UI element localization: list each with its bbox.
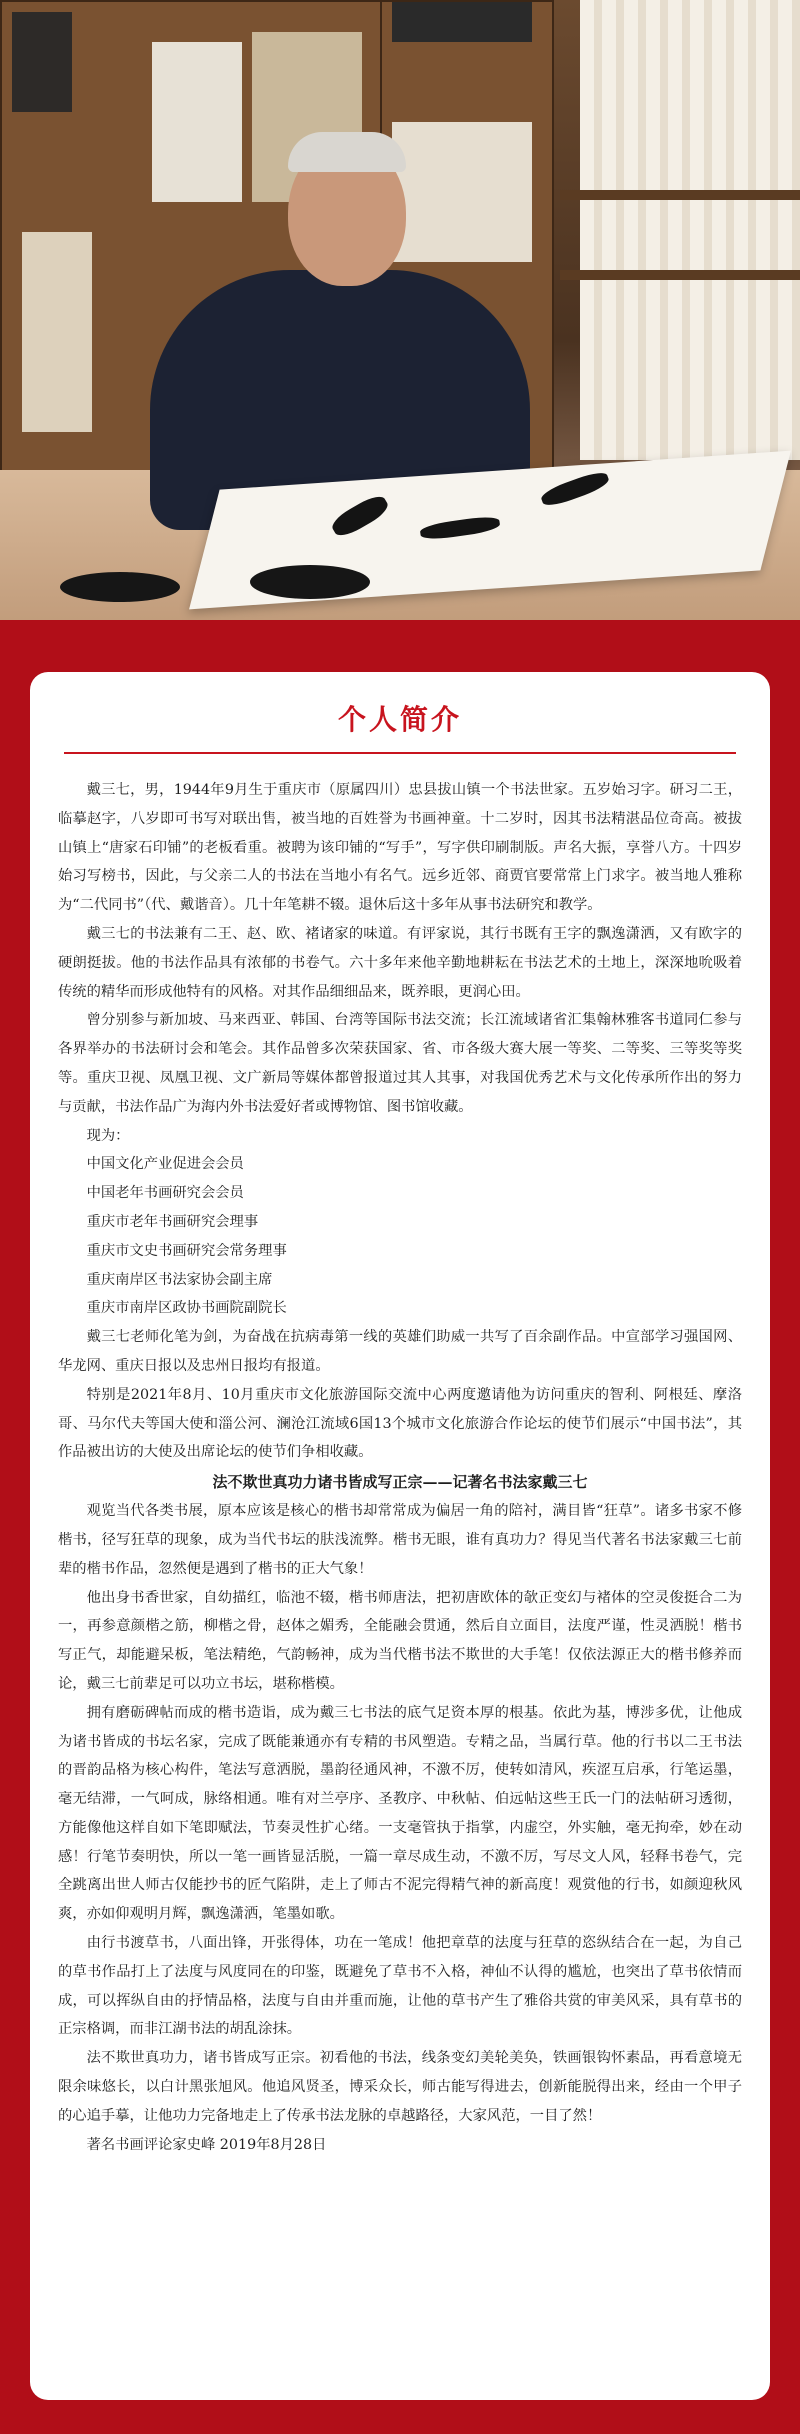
positions-intro: 现为： [86,1127,130,1144]
position-item: 中国老年书画研究会会员 [86,1185,244,1202]
article-heading: 法不欺世真功力诸书皆成写正宗——记著名书法家戴三七 [212,1473,588,1492]
article-paragraph: 由行书渡草书，八面出锋，开张得体，功在一笔成！他把章草的法度与狂草的恣纵结合在一起，为自己的草书作品打上了法度与风度同在的印鉴，既避免了草书不入格，神仙不认得的尴尬，也突出了草书依情而成，可以挥纵自由的抒情品格，法度与自由并重而施，让他的草书产生了雅俗共赏的审美风采，具有草书的正宗格调，而非江湖书法的胡乱涂抹。 [58,1935,742,2038]
position-item: 中国文化产业促进会会员 [86,1156,244,1173]
article-paragraph: 法不欺世真功力，诸书皆成写正宗。初看他的书法，线条变幻美轮美奂，铁画银钩怀素品，再看意境无限余味悠长，以白计黑张旭风。他追风贤圣，博采众长，师古能写得进去，创新能脱得出来，经由一个甲子的心追手摹，让他功力完备地走上了传承书法龙脉的卓越路径，大家风范，一目了然！ [58,2050,742,2124]
bio-card [30,672,770,2400]
title-divider [64,752,736,754]
signature: 著名书画评论家史峰 2019年8月28日 [86,2136,327,2153]
position-item: 重庆市南岸区政协书画院副院长 [86,1300,287,1317]
calligrapher-photo [0,0,800,620]
calligrapher-hair [288,132,406,172]
bio-paragraph: 戴三七老师化笔为剑，为奋战在抗病毒第一线的英雄们助威一共写了百余副作品。中宣部学习强国网、华龙网、重庆日报以及忠州日报均有报道。 [58,1329,742,1374]
article-paragraph: 他出身书香世家，自幼描红，临池不辍，楷书师唐法，把初唐欧体的欹正变幻与褚体的空灵俊挺合二为一，再参意颜楷之筋，柳楷之骨，赵体之媚秀，全能融会贯通，然后自立面目，法度严谨，性灵洒脱！楷书写正气，却能避呆板，笔法精绝，气韵畅神，成为当代楷书法不欺世的大手笔！仅依法源正大的楷书修养而论，戴三七前辈足可以功立书坛，堪称楷模。 [58,1589,742,1692]
article-paragraph: 观览当代各类书展，原本应该是核心的楷书却常常成为偏居一角的陪衬，满目皆“狂草”。诸多书家不修楷书，径写狂草的现象，成为当代书坛的肤浅流弊。楷书无眼，谁有真功力？得见当代著名书法家戴三七前辈的楷书作品，忽然便是遇到了楷书的正大气象！ [58,1503,742,1577]
bio-paragraph: 戴三七，男，1944年9月生于重庆市（原属四川）忠县拔山镇一个书法世家。五岁始习字。研习二王，临摹赵字，八岁即可书写对联出售，被当地的百姓誉为书画神童。十二岁时，因其书法精湛品位奇高。被拔山镇上“唐家石印铺”的老板看重。被聘为该印铺的“写手”，写字供印刷制版。声名大振，享誉八方。十四岁始习写榜书，因此，与父亲二人的书法在当地小有名气。远乡近邻、商贾官要常常上门求字。被当地人雅称为“二代同书”（代、戴谐音）。几十年笔耕不辍。退休后这十多年从事书法研究和教学。 [58,782,742,914]
bio-paragraph: 曾分别参与新加坡、马来西亚、韩国、台湾等国际书法交流；长江流域诸省汇集翰林雅客书道同仁参与各界举办的书法研讨会和笔会。其作品曾多次荣获国家、省、市各级大赛大展一等奖、二等奖、三等奖等奖等。重庆卫视、凤凰卫视、文广新局等媒体都曾报道过其人其事，对我国优秀艺术与文化传承所作出的努力与贡献，书法作品广为海内外书法爱好者或博物馆、图书馆收藏。 [58,1012,742,1115]
position-item: 重庆南岸区书法家协会副主席 [86,1271,273,1288]
position-item: 重庆市文史书画研究会常务理事 [86,1242,287,1259]
window-rail [560,190,800,200]
bio-paragraph: 特别是2021年8月、10月重庆市文化旅游国际交流中心两度邀请他为访问重庆的智利、阿根廷、摩洛哥、马尔代夫等国大使和淄公河、澜沧江流域6国13个城市文化旅游合作论坛的使节们展示“中国书法”，其作品被出访的大使及出席论坛的使节们争相收藏。 [58,1386,742,1461]
bio-paragraph: 戴三七的书法兼有二王、赵、欧、褚诸家的味道。有评家说，其行书既有王字的飘逸潇洒，又有欧字的硬朗挺拔。他的书法作品具有浓郁的书卷气。六十多年来他辛勤地耕耘在书法艺术的土地上，深深地吮吸着传统的精华而形成他特有的风格。对其作品细细品来，既养眼，更润心田。 [58,925,742,1000]
article-paragraph: 拥有磨砺碑帖而成的楷书造诣，成为戴三七书法的底气足资本厚的根基。依此为基，博涉多优，让他成为诸书皆成的书坛名家，完成了既能兼通亦有专精的书风塑造。专精之品，当属行草。他的行书以二王书法的晋韵品格为核心构件，笔法写意洒脱，墨韵径通风神，不激不厉，使转如清风，疾涩互启承，行笔运墨，毫无结滞，一气呵成，脉络相通。唯有对兰亭序、圣教序、中秋帖、伯远帖这些王氏一门的法帖研习透彻，方能像他这样自如下笔即赋法，节奏灵性扩心绪。一支毫管执于指掌，内虚空，外实触，毫无拘牵，妙在动感！行笔节奏明快，所以一笔一画皆显活脱，一篇一章尽成生动，不激不厉，写尽文人风，轻释书卷气，完全跳离出世人师古仅能抄书的匠气陷阱，走上了师古不泥完得精气神的新高度！观赏他的行书，如颜迎秋风爽，亦如仰观明月辉，飘逸潇洒，笔墨如歌。 [58,1704,742,1923]
curtain [580,0,800,460]
position-item: 重庆市老年书画研究会理事 [86,1213,259,1230]
section-title: 个人简介 [337,703,462,736]
ink-stone [60,572,180,602]
ink-bowl [250,565,370,599]
bio-body [58,776,742,2159]
